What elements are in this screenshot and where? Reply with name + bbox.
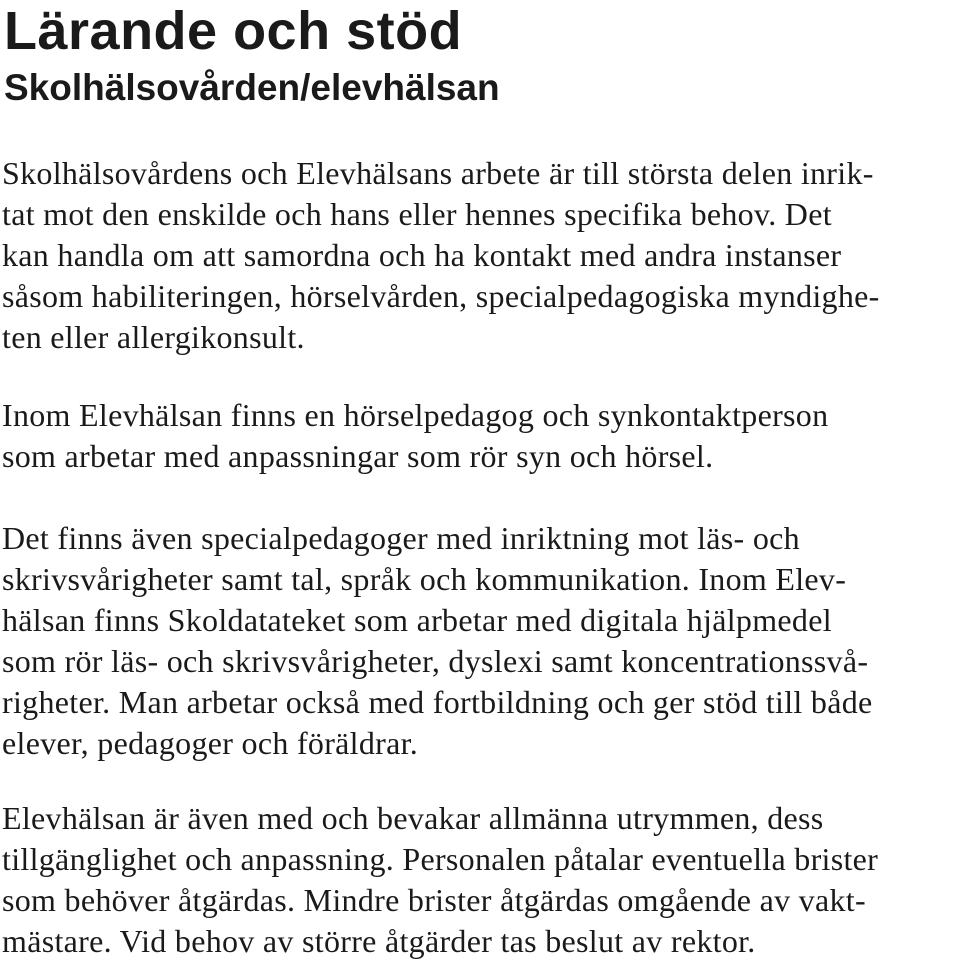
text-line: tat mot den enskilde och hans eller hennes specifika behov. Det [2,196,832,232]
text-line: som behöver åtgärdas. Mindre brister åtgärdas omgående av vakt- [2,882,866,918]
text-line: hälsan finns Skoldatateket som arbetar med digitala hjälpmedel [2,602,832,638]
paragraph-common-spaces [2,798,878,962]
paragraph-special-education [2,518,873,764]
text-line: såsom habiliteringen, hörselvården, specialpedagogiska myndighe- [2,278,880,314]
text-line: som rör läs- och skrivsvårigheter, dyslexi samt koncentrationssvå- [2,643,869,679]
text-line: ten eller allergikonsult. [2,319,305,355]
text-line: tillgänglighet och anpassning. Personalen påtalar eventuella brister [2,841,879,877]
text-line: Elevhälsan är även med och bevakar allmänna utrymmen, dess [2,800,824,836]
text-line: elever, pedagoger och föräldrar. [2,725,419,761]
text-line: Inom Elevhälsan finns en hörselpedagog och synkontaktperson [2,397,829,433]
page-title: Lärande och stöd [4,1,463,61]
paragraph-intro [2,153,880,358]
text-line: Det finns även specialpedagoger med inriktning mot läs- och [2,520,800,556]
paragraph-hearing-vision [2,395,828,477]
text-line: Skolhälsovårdens och Elevhälsans arbete är till största delen inrik- [2,155,874,191]
text-line: som arbetar med anpassningar som rör syn och hörsel. [2,438,714,474]
text-line: skrivsvårigheter samt tal, språk och kommunikation. Inom Elev- [2,561,847,597]
page-subtitle: Skolhälsovården/elevhälsan [4,67,500,108]
text-line: mästare. Vid behov av större åtgärder tas beslut av rektor. [2,923,756,959]
text-line: righeter. Man arbetar också med fortbildning och ger stöd till både [2,684,873,720]
text-line: kan handla om att samordna och ha kontakt med andra instanser [2,237,842,273]
